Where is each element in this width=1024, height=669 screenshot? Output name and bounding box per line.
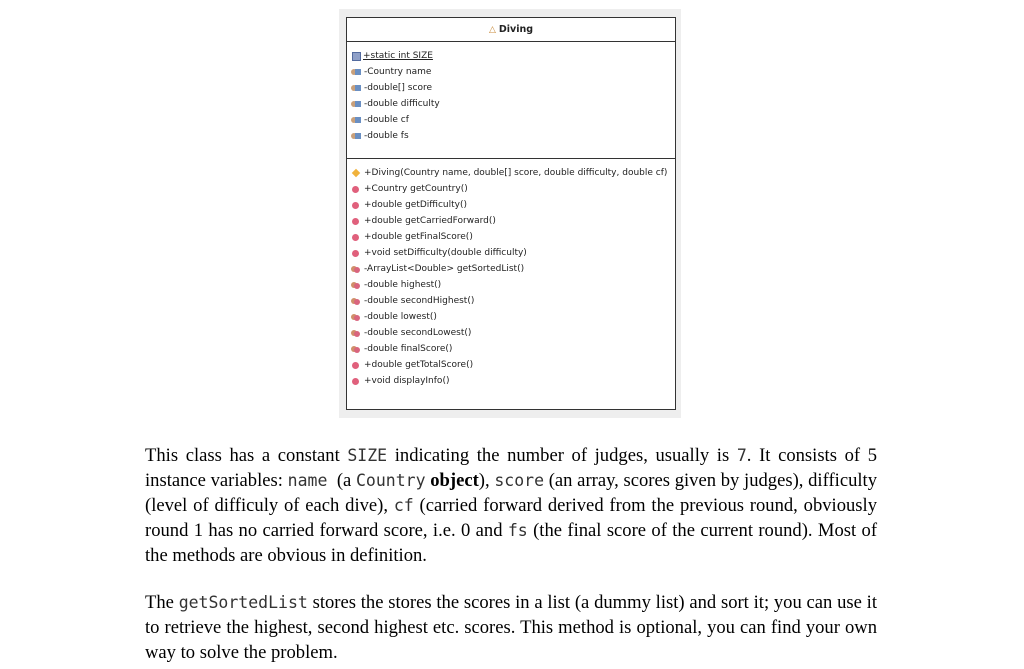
description-paragraph bbox=[145, 443, 877, 568]
uml-attributes-section bbox=[347, 42, 675, 159]
uml-attribute-text: -double[] score bbox=[364, 83, 432, 93]
code-getsortedlist: getSortedList bbox=[178, 593, 308, 612]
uml-attribute bbox=[347, 96, 675, 112]
uml-attribute bbox=[347, 112, 675, 128]
private-field-icon bbox=[351, 68, 362, 77]
uml-method bbox=[347, 229, 675, 245]
paragraph-text: indicating the number of judges, usually is bbox=[387, 445, 737, 466]
public-method-icon bbox=[351, 249, 362, 258]
private-field-icon bbox=[351, 100, 362, 109]
uml-method-text: +double getTotalScore() bbox=[364, 360, 474, 370]
uml-method bbox=[347, 261, 675, 277]
uml-method-text: +Diving(Country name, double[] score, double difficulty, double cf) bbox=[364, 168, 668, 178]
public-method-icon bbox=[351, 201, 362, 210]
uml-attribute bbox=[347, 64, 675, 80]
class-icon: △ bbox=[488, 24, 496, 35]
uml-method bbox=[347, 293, 675, 309]
private-method-icon bbox=[351, 345, 362, 354]
code-cf: cf bbox=[393, 496, 414, 515]
paragraph-text: (the final score of the current round). Most of the methods are obvious in definition. bbox=[145, 520, 878, 566]
private-method-icon bbox=[351, 281, 362, 290]
paragraph-text: This class has a constant bbox=[145, 445, 348, 466]
sorted-list-paragraph bbox=[145, 590, 877, 665]
uml-attribute-text: -double fs bbox=[364, 131, 409, 141]
public-method-icon bbox=[351, 217, 362, 226]
uml-attribute-text: +static int SIZE bbox=[363, 51, 433, 61]
uml-diagram-frame bbox=[339, 9, 681, 418]
paragraph-text: (carried forward derived from the previous round, obviously round 1 has no carried forward score, i.e. 0 and bbox=[145, 495, 878, 541]
paragraph-text: (an array, scores given by judges), difficulty (level of difficuly of each dive), bbox=[145, 470, 877, 516]
uml-method bbox=[347, 373, 675, 389]
uml-class-header bbox=[347, 18, 675, 42]
uml-method bbox=[347, 197, 675, 213]
uml-method bbox=[347, 341, 675, 357]
uml-class-name: Diving bbox=[498, 24, 534, 35]
paragraph-text: (a bbox=[327, 470, 356, 491]
uml-method bbox=[347, 181, 675, 197]
public-method-icon bbox=[351, 377, 362, 386]
code-size: SIZE bbox=[347, 446, 388, 465]
uml-method-text: -ArrayList<Double> getSortedList() bbox=[364, 264, 525, 274]
uml-method-text: +double getDifficulty() bbox=[364, 200, 468, 210]
code-country: Country bbox=[355, 471, 426, 490]
bold-object: object bbox=[430, 470, 479, 491]
code-score: score bbox=[494, 471, 545, 490]
uml-method bbox=[347, 325, 675, 341]
uml-attribute-text: -double cf bbox=[364, 115, 409, 125]
uml-attribute bbox=[347, 48, 675, 64]
uml-attribute bbox=[347, 128, 675, 144]
paragraph-text: ), bbox=[478, 470, 495, 491]
code-name: name bbox=[287, 471, 328, 490]
code-seven: 7 bbox=[736, 446, 747, 465]
constructor-icon bbox=[351, 169, 362, 178]
uml-method bbox=[347, 357, 675, 373]
uml-method-text: +void displayInfo() bbox=[364, 376, 450, 386]
uml-method-text: +double getCarriedForward() bbox=[364, 216, 496, 226]
uml-method-text: -double secondLowest() bbox=[364, 328, 472, 338]
uml-method-text: +Country getCountry() bbox=[364, 184, 468, 194]
uml-attribute bbox=[347, 80, 675, 96]
public-method-icon bbox=[351, 233, 362, 242]
uml-method-text: -double finalScore() bbox=[364, 344, 453, 354]
uml-method-text: -double highest() bbox=[364, 280, 442, 290]
uml-methods-section bbox=[347, 159, 675, 389]
private-field-icon bbox=[351, 132, 362, 141]
uml-attribute-text: -double difficulty bbox=[364, 99, 440, 109]
uml-method bbox=[347, 213, 675, 229]
code-fs: fs bbox=[507, 521, 528, 540]
private-method-icon bbox=[351, 265, 362, 274]
paragraph-text: . It consists of 5 instance variables: bbox=[145, 445, 878, 491]
uml-method-text: +double getFinalScore() bbox=[364, 232, 473, 242]
uml-method-text: +void setDifficulty(double difficulty) bbox=[364, 248, 527, 258]
uml-method-text: -double lowest() bbox=[364, 312, 437, 322]
private-field-icon bbox=[351, 116, 362, 125]
uml-method bbox=[347, 309, 675, 325]
private-field-icon bbox=[351, 84, 362, 93]
uml-method bbox=[347, 245, 675, 261]
uml-method bbox=[347, 165, 675, 181]
paragraph-text: The bbox=[145, 592, 179, 613]
public-method-icon bbox=[351, 361, 362, 370]
static-field-icon bbox=[352, 52, 361, 61]
uml-attribute-text: -Country name bbox=[364, 67, 432, 77]
private-method-icon bbox=[351, 313, 362, 322]
paragraph-text: stores the stores the scores in a list (a dummy list) and sort it; you can use it to retrieve the highest, second highest etc. scores. This method is optional, you can find your own way to solve the problem. bbox=[145, 592, 877, 663]
private-method-icon bbox=[351, 297, 362, 306]
uml-method-text: -double secondHighest() bbox=[364, 296, 475, 306]
public-method-icon bbox=[351, 185, 362, 194]
private-method-icon bbox=[351, 329, 362, 338]
uml-class-box bbox=[346, 17, 676, 410]
uml-method bbox=[347, 277, 675, 293]
